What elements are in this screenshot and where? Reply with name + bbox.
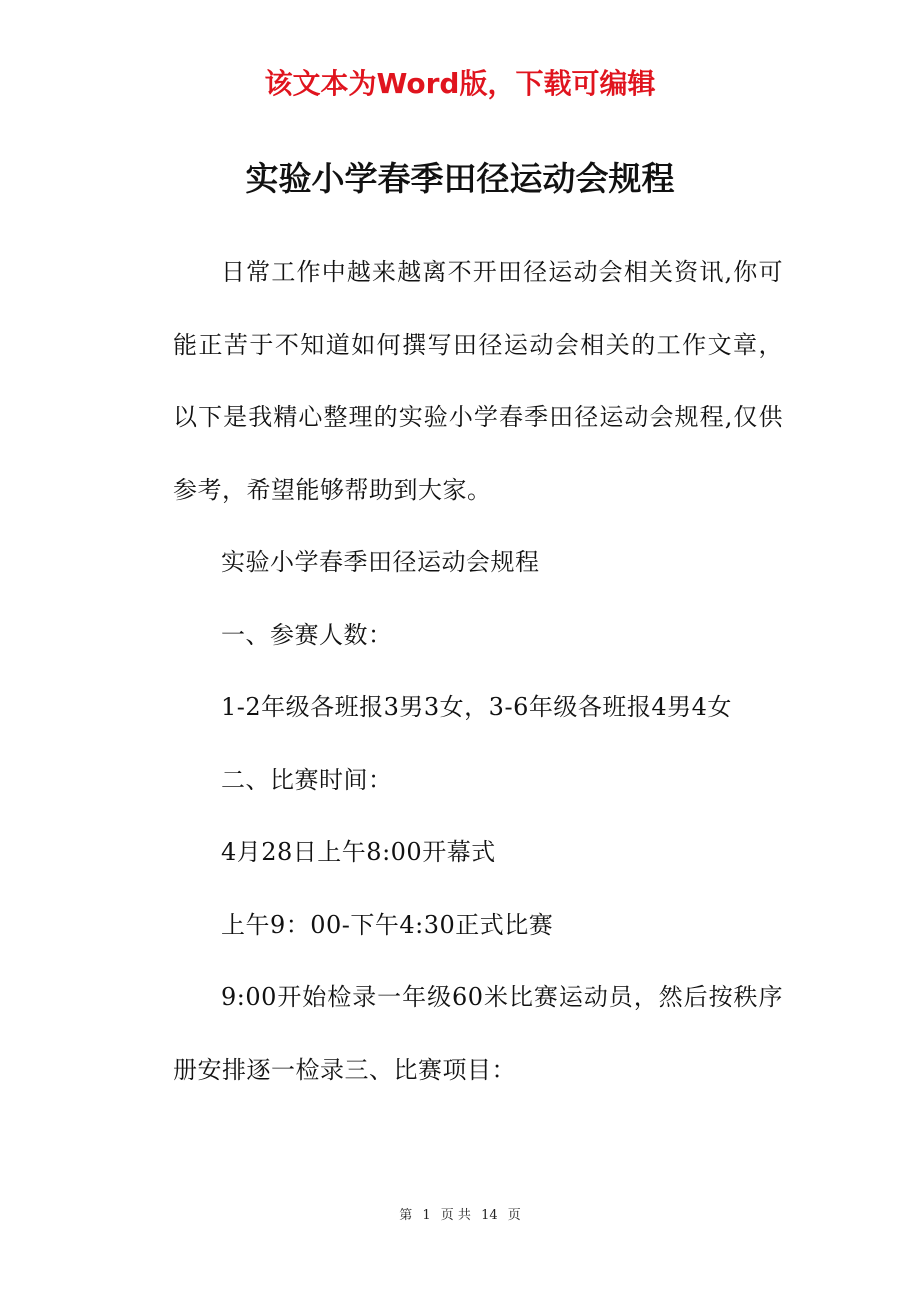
document-title: 实验小学春季田径运动会规程 [245,159,675,198]
check-in-text: 9:00开始检录一年级60米比赛运动员，然后按秩序册安排逐一检录三、比赛项目： [173,983,783,1084]
participants-heading: 一、参赛人数： [221,620,393,649]
document-body [173,236,783,1106]
page-footer [0,1206,920,1226]
footer-middle: 页 共 [440,1208,471,1223]
footer-page-number: 1 [422,1208,431,1223]
footer-prefix: 第 [399,1208,413,1223]
footer-total-pages: 14 [481,1208,498,1223]
schedule-heading: 二、比赛时间： [221,765,393,794]
footer-suffix: 页 [507,1208,521,1223]
download-banner: 该文本为Word版，下载可编辑 [264,67,656,100]
opening-ceremony-text: 4月28日上午8:00开幕式 [221,838,496,866]
participants-text: 1-2年级各班报3男3女，3-6年级各班报4男4女 [221,693,732,721]
section-heading: 实验小学春季田径运动会规程 [221,548,540,576]
competition-time-text: 上午9：00-下午4:30正式比赛 [221,910,554,939]
intro-paragraph: 日常工作中越来越离不开田径运动会相关资讯,你可能正苦于不知道如何撰写田径运动会相关的工作文章，以下是我精心整理的实验小学春季田径运动会规程,仅供参考，希望能够帮助到大家。 [173,258,783,504]
